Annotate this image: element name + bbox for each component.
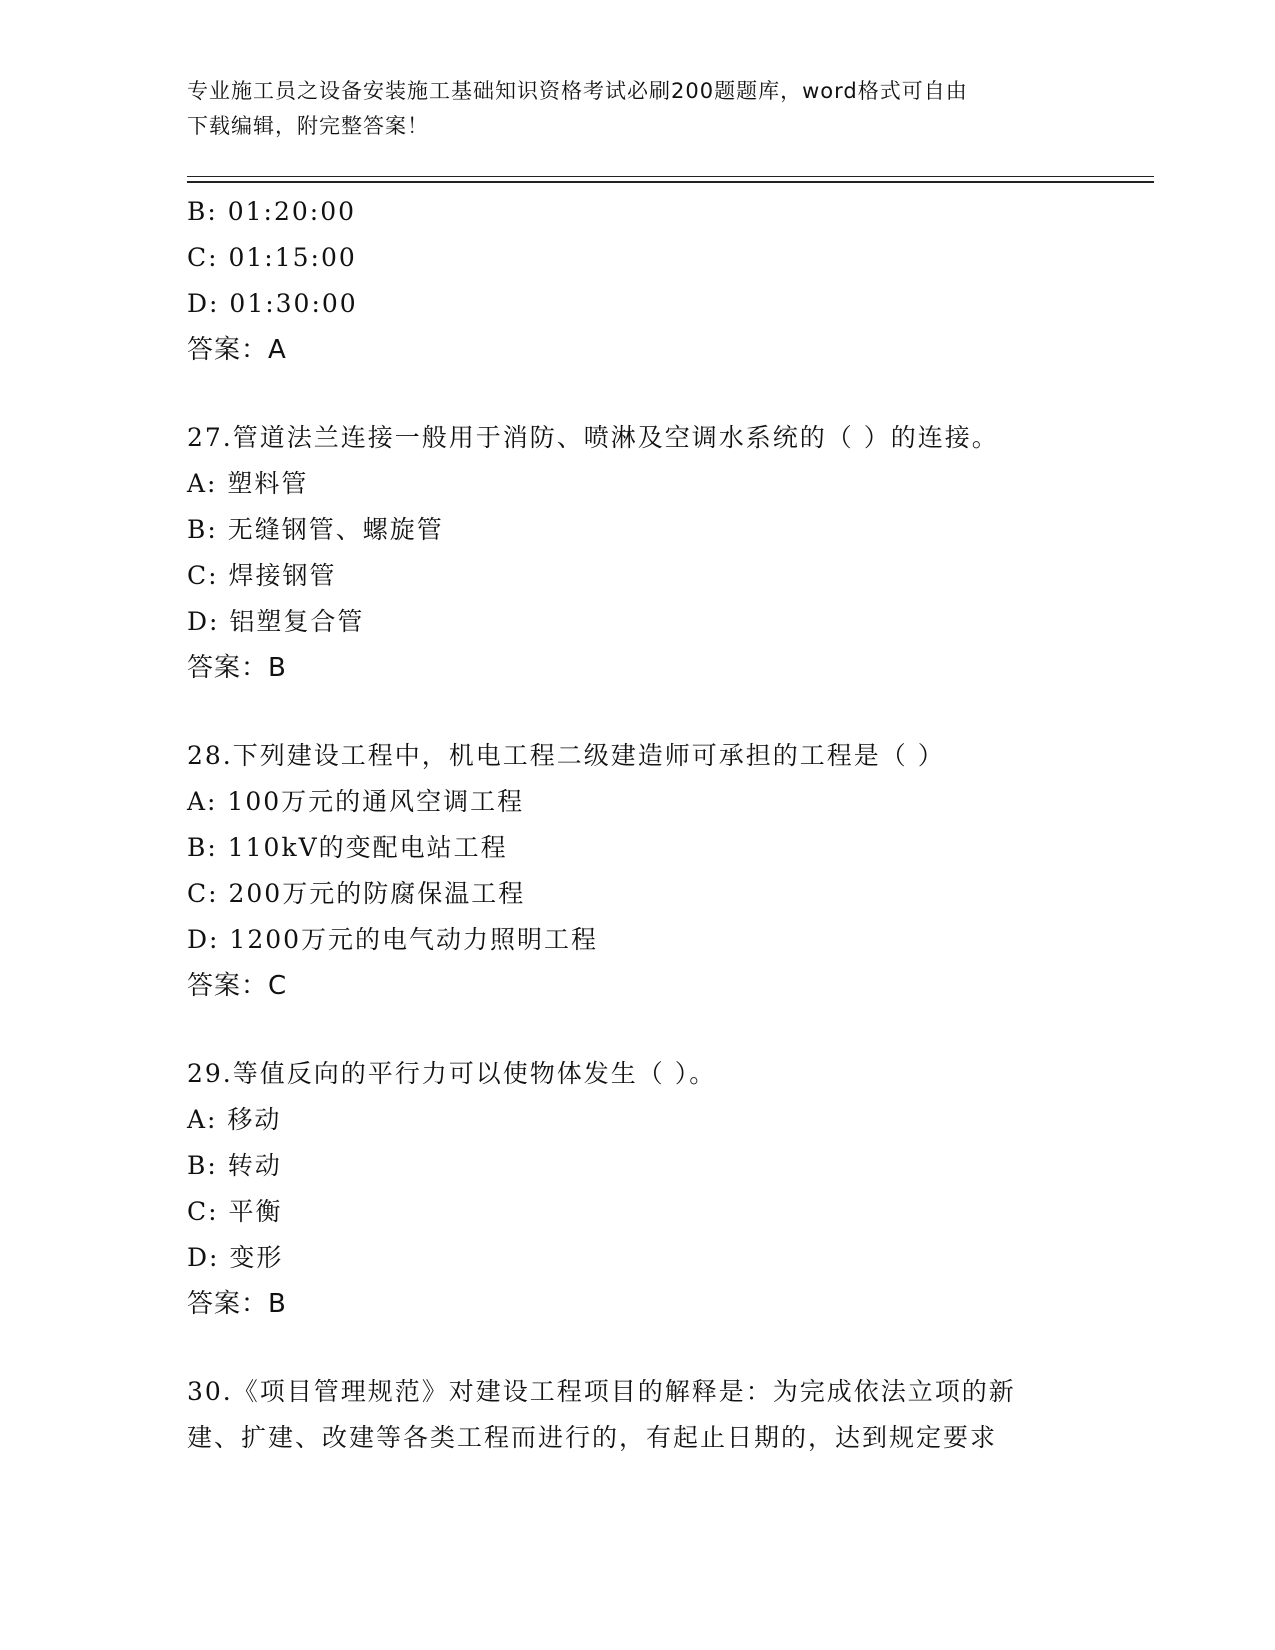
answer: 答案：B	[187, 653, 287, 683]
option-a: A: 塑料管	[187, 469, 309, 498]
question-27	[187, 415, 1087, 691]
header-line-2: 下载编辑，附完整答案！	[187, 114, 429, 138]
question-30	[187, 1369, 1087, 1461]
question-26-tail	[187, 189, 1087, 373]
question-stem: 28.下列建设工程中，机电工程二级建造师可承担的工程是（ ）	[187, 741, 945, 770]
option-a: A: 100万元的通风空调工程	[187, 787, 525, 816]
question-28	[187, 733, 1087, 1009]
option-d: D: 铝塑复合管	[187, 607, 365, 636]
option-d: D: 01:30:00	[187, 289, 358, 318]
header-divider-thin	[187, 176, 1154, 177]
header-divider-thick	[187, 181, 1154, 183]
question-29	[187, 1051, 1087, 1327]
option-b: B: 01:20:00	[187, 197, 357, 226]
option-a: A: 移动	[187, 1105, 282, 1134]
option-b: B: 转动	[187, 1151, 282, 1180]
option-d: D: 变形	[187, 1243, 284, 1272]
question-stem: 27.管道法兰连接一般用于消防、喷淋及空调水系统的（ ）的连接。	[187, 423, 999, 452]
option-d: D: 1200万元的电气动力照明工程	[187, 925, 599, 954]
question-content	[187, 189, 1087, 1461]
answer: 答案：B	[187, 1289, 287, 1319]
answer: 答案：A	[187, 335, 287, 365]
document-header	[187, 74, 1087, 144]
question-stem: 29.等值反向的平行力可以使物体发生（ ）。	[187, 1059, 717, 1088]
question-stem-line-2: 建、扩建、改建等各类工程而进行的，有起止日期的，达到规定要求	[187, 1423, 998, 1452]
option-c: C: 平衡	[187, 1197, 283, 1226]
question-stem-line-1: 30.《项目管理规范》对建设工程项目的解释是：为完成依法立项的新	[187, 1377, 1016, 1406]
option-b: B: 110kV的变配电站工程	[187, 833, 508, 862]
option-c: C: 焊接钢管	[187, 561, 337, 590]
option-b: B: 无缝钢管、螺旋管	[187, 515, 444, 544]
option-c: C: 200万元的防腐保温工程	[187, 879, 526, 908]
option-c: C: 01:15:00	[187, 243, 357, 272]
answer: 答案：C	[187, 971, 288, 1001]
header-line-1: 专业施工员之设备安装施工基础知识资格考试必刷200题题库，word格式可自由	[187, 79, 968, 103]
